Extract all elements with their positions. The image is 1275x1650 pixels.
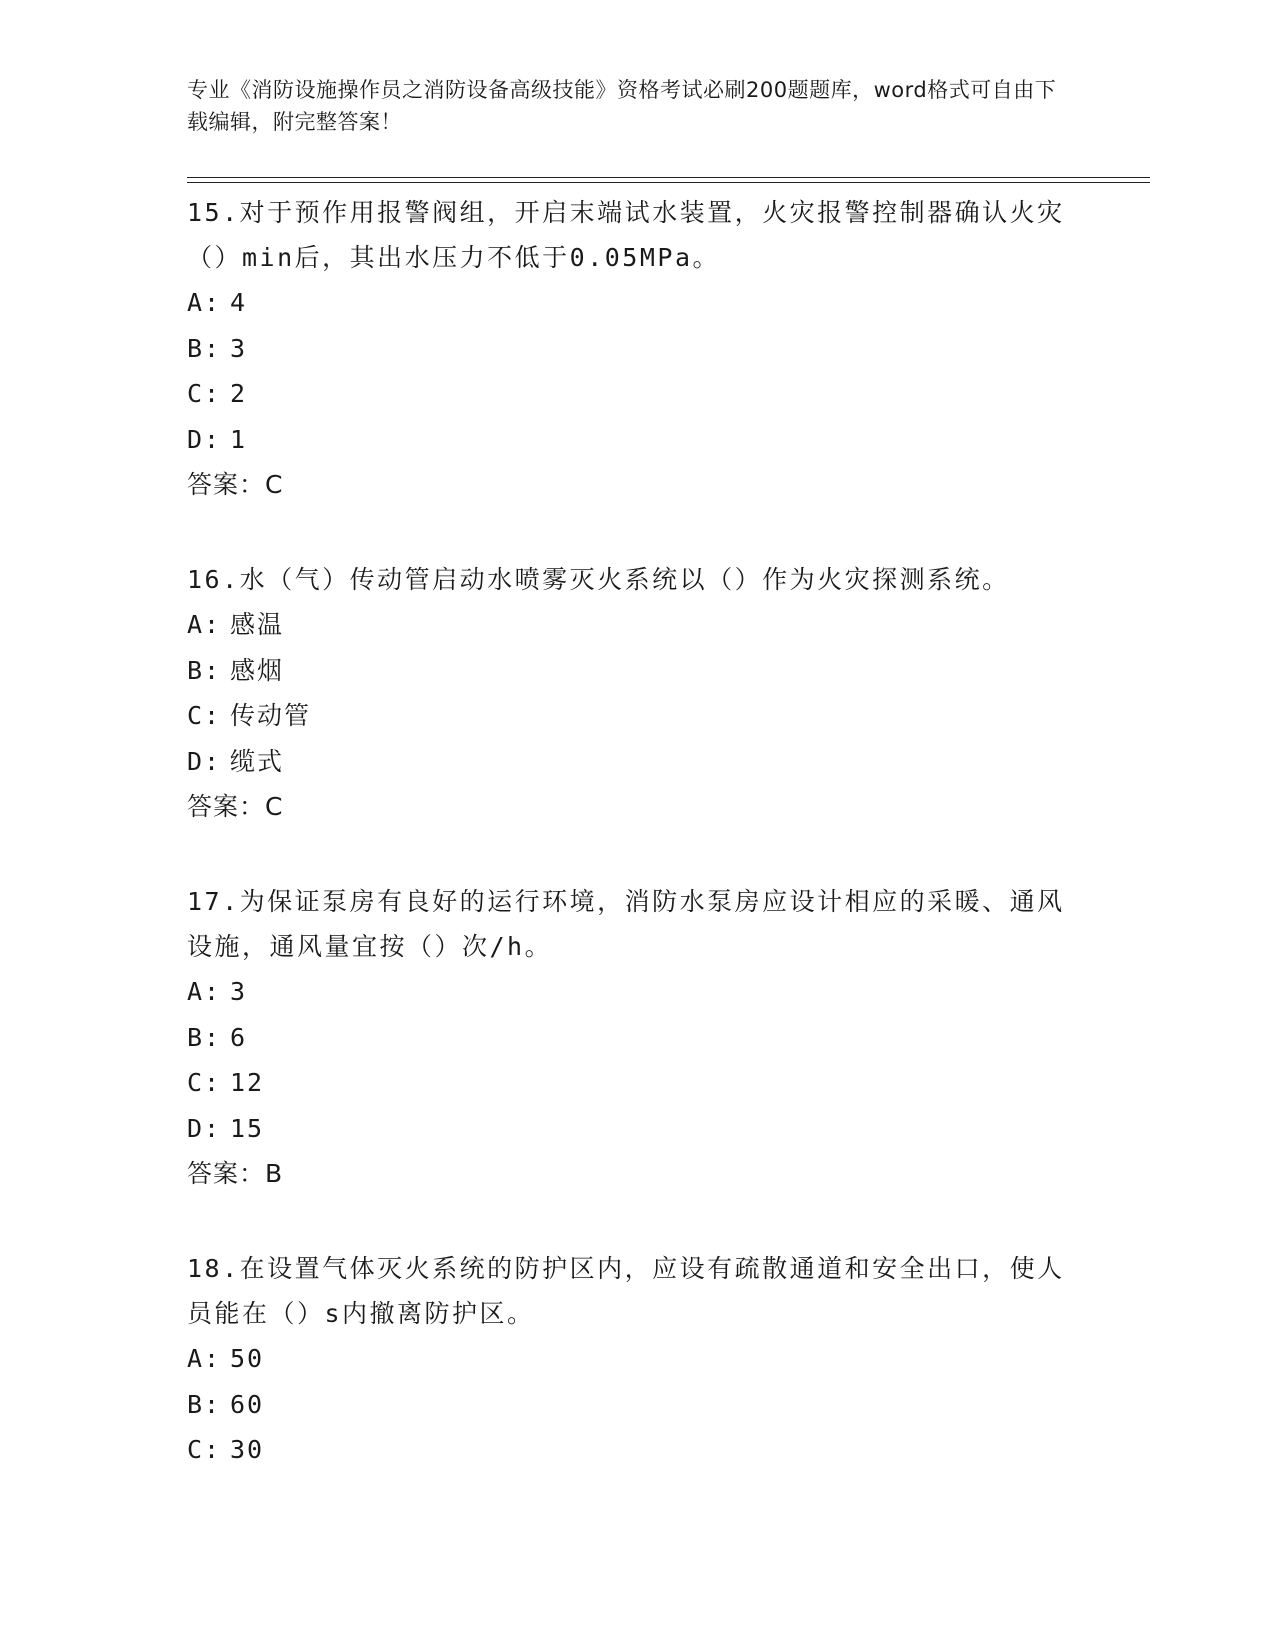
option-c <box>187 1427 1087 1473</box>
option-c <box>187 693 1087 739</box>
option-text: 15 <box>230 1113 265 1143</box>
option-key: C: <box>187 1068 222 1097</box>
option-text: 60 <box>230 1389 265 1419</box>
option-key: A: <box>187 288 222 317</box>
option-c <box>187 371 1087 417</box>
option-text: 缆式 <box>230 746 285 776</box>
option-key: A: <box>187 610 222 639</box>
option-key: C: <box>187 1435 222 1464</box>
option-key: C: <box>187 701 222 730</box>
option-b <box>187 326 1087 372</box>
option-text: 4 <box>230 288 248 317</box>
option-text: 2 <box>230 379 248 408</box>
option-text: 30 <box>230 1435 265 1464</box>
option-b <box>187 1382 1087 1428</box>
option-key: B: <box>187 1389 222 1419</box>
option-text: 感温 <box>230 610 285 639</box>
answer-line: 答案：B <box>187 1159 284 1188</box>
option-key: C: <box>187 379 222 408</box>
option-a <box>187 1336 1087 1382</box>
document-intro: 专业《消防设施操作员之消防设备高级技能》资格考试必刷200题题库，word格式可自由下载编辑，附完整答案！ <box>187 78 1057 134</box>
question-stem: 15.对于预作用报警阀组，开启末端试水装置，火灾报警控制器确认火灾（）min后，其出水压力不低于0.05MPa。 <box>187 198 1065 272</box>
option-text: 1 <box>230 424 248 454</box>
option-a <box>187 602 1087 648</box>
option-a <box>187 280 1087 326</box>
header-divider-top <box>187 177 1150 178</box>
option-c <box>187 1060 1087 1106</box>
option-d <box>187 1106 1087 1152</box>
option-key: B: <box>187 1022 222 1052</box>
option-key: B: <box>187 655 222 685</box>
question-18 <box>187 1246 1087 1473</box>
option-b <box>187 1015 1087 1061</box>
option-text: 12 <box>230 1068 265 1097</box>
option-key: A: <box>187 977 222 1006</box>
option-b <box>187 648 1087 694</box>
option-text: 3 <box>230 333 248 363</box>
answer-line: 答案：C <box>187 470 284 499</box>
option-key: D: <box>187 424 222 454</box>
option-key: D: <box>187 746 222 776</box>
answer-line: 答案：C <box>187 792 284 821</box>
question-stem: 16.水（气）传动管启动水喷雾灭火系统以（）作为火灾探测系统。 <box>187 565 1010 594</box>
option-text: 感烟 <box>230 655 285 685</box>
option-text: 6 <box>230 1022 248 1052</box>
question-list <box>187 190 1087 1523</box>
option-key: D: <box>187 1113 222 1143</box>
question-15 <box>187 190 1087 507</box>
option-text: 3 <box>230 977 248 1006</box>
option-a <box>187 969 1087 1015</box>
option-key: B: <box>187 333 222 363</box>
question-17 <box>187 879 1087 1196</box>
question-stem: 18.在设置气体灭火系统的防护区内，应设有疏散通道和安全出口，使人员能在（）s内撤离防护区。 <box>187 1254 1065 1328</box>
option-key: A: <box>187 1344 222 1373</box>
option-d <box>187 417 1087 463</box>
question-16 <box>187 557 1087 829</box>
question-stem: 17.为保证泵房有良好的运行环境，消防水泵房应设计相应的采暖、通风设施，通风量宜按（）次/h。 <box>187 887 1065 961</box>
option-text: 传动管 <box>230 701 312 730</box>
option-d <box>187 739 1087 785</box>
option-text: 50 <box>230 1344 265 1373</box>
header-divider-bottom <box>187 182 1150 183</box>
